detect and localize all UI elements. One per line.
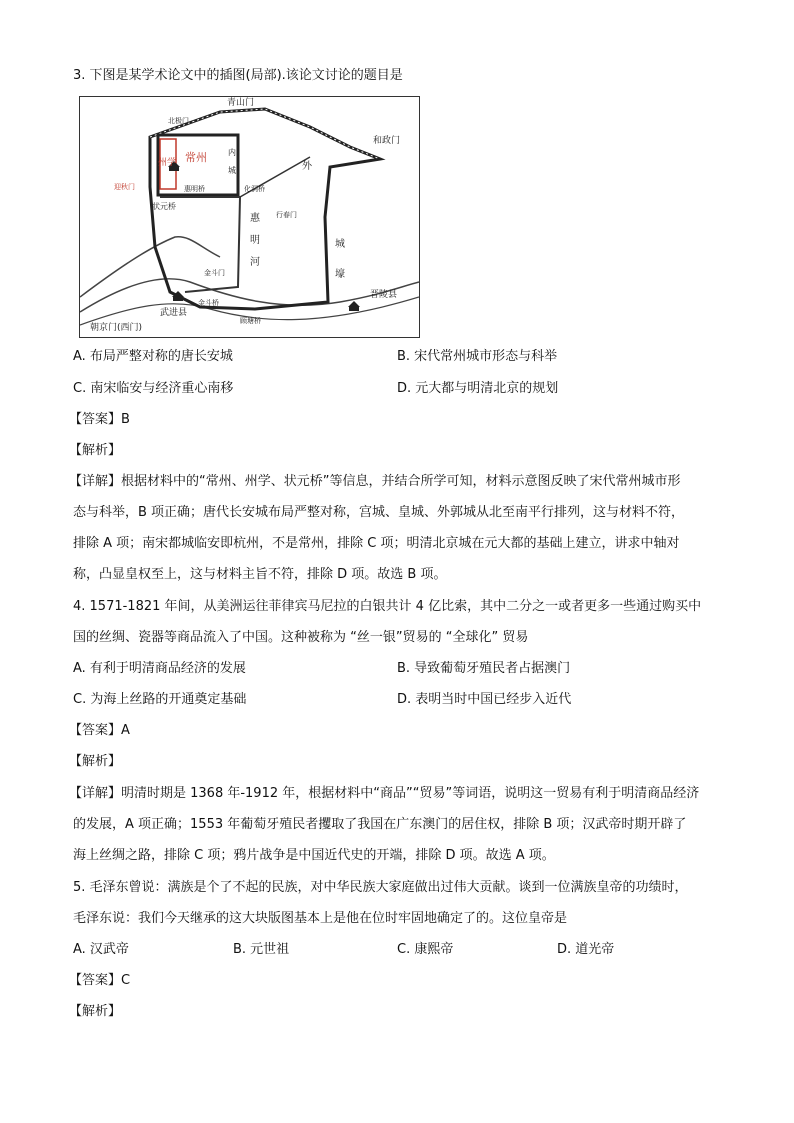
label-huiming: 惠明桥 <box>184 185 205 193</box>
changzhou-city-map <box>80 97 419 337</box>
label-cheng1: 城 <box>228 166 236 175</box>
label-huichun: 行春门 <box>276 211 297 219</box>
q4-answer: 【答案】A <box>69 723 130 738</box>
q4-analysis-label: 【解析】 <box>69 754 122 769</box>
q3-detail-line-2: 态与科举，B 项正确；唐代长安城布局严整对称，宫城、皇城、外郭城从北至南平行排列，这与材料不符， <box>73 505 685 520</box>
q5-option-d: D. 道光帝 <box>557 942 615 957</box>
label-ming: 明 <box>250 235 260 246</box>
outer-city-wall <box>150 109 380 309</box>
q3-answer: 【答案】B <box>69 412 130 427</box>
q4-detail-line-1: 【详解】明清时期是 1368 年-1912 年，根据材料中“商品”“贸易”等词语，说明这一贸易有利于明清商品经济 <box>69 786 700 801</box>
q3-analysis-label: 【解析】 <box>69 443 122 458</box>
q4-stem-line-2: 国的丝绸、瓷器等商品流入了中国。这种被称为 “丝一银”贸易的 “全球化” 贸易 <box>73 630 529 645</box>
q3-option-d: D. 元大都与明清北京的规划 <box>397 381 559 396</box>
q5-stem-line-2: 毛泽东说：我们今天继承的这大块版图基本上是他在位时牢固地确定了的。这位皇帝是 <box>73 911 568 926</box>
q4-option-a: A. 有利于明清商品经济的发展 <box>73 661 246 676</box>
label-hezhengmen: 和政门 <box>373 136 401 146</box>
label-huadong: 化洞桥 <box>244 185 265 193</box>
q4-detail-line-2: 的发展，A 项正确；1553 年葡萄牙殖民者攫取了我国在广东澳门的居住权，排除 B 项；汉武帝时期开辟了 <box>73 817 687 832</box>
q4-detail-line-3: 海上丝绸之路，排除 C 项；鸦片战争是中国近代史的开端，排除 D 项。故选 A 项。 <box>73 848 555 863</box>
label-hao: 壕 <box>335 269 345 280</box>
q5-option-a: A. 汉武帝 <box>73 942 129 957</box>
q3-option-c: C. 南宋临安与经济重心南移 <box>73 381 234 396</box>
label-yingchun: 迎秋门 <box>114 183 135 191</box>
jinling-county-symbol <box>348 301 360 311</box>
label-wai: 外 <box>302 161 312 172</box>
label-hui: 惠 <box>250 213 260 224</box>
label-changzhou: 常州 <box>185 151 207 164</box>
river-south-bank <box>80 279 419 312</box>
q3-detail-line-3: 排除 A 项；南宋都城临安即杭州，不是常州，排除 C 项；明清北京城在元大都的基础上建立，讲求中轴对 <box>73 536 680 551</box>
q4-option-c: C. 为海上丝路的开通奠定基础 <box>73 692 247 707</box>
q5-option-c: C. 康熙帝 <box>397 942 454 957</box>
q3-detail-line-4: 称，凸显皇权至上，这与材料主旨不符，排除 D 项。故选 B 项。 <box>73 567 447 582</box>
label-jinling: 晋陵县 <box>370 290 398 300</box>
q4-stem-line-1: 4. 1571-1821 年间，从美洲运往菲律宾马尼拉的白银共计 4 亿比索，其中二分之一或者更多一些通过购买中 <box>73 599 702 614</box>
label-he: 河 <box>250 257 260 268</box>
q5-stem-line-1: 5. 毛泽东曾说：满族是个了不起的民族，对中华民族大家庭做出过伟大贡献。谈到一位满族皇帝的功绩时， <box>73 880 688 895</box>
q3-detail-line-1: 【详解】根据材料中的“常州、州学、状元桥”等信息，并结合所学可知，材料示意图反映了宋代常州城市形 <box>69 474 681 489</box>
q5-answer: 【答案】C <box>69 973 131 988</box>
q3-stem: 3. 下图是某学术论文中的插图(局部).该论文讨论的题目是 <box>73 68 403 83</box>
q5-option-b: B. 元世祖 <box>233 942 290 957</box>
label-qingshanmen: 青山门 <box>227 98 255 108</box>
label-zhouxue: 州学 <box>158 158 177 168</box>
q3-option-b: B. 宋代常州城市形态与科举 <box>397 349 558 364</box>
label-nei: 内 <box>228 148 236 157</box>
label-jindoumen: 金斗门 <box>204 269 225 277</box>
label-zhuangyuan: 状元桥 <box>152 202 176 211</box>
q4-option-b: B. 导致葡萄牙殖民者占据澳门 <box>397 661 571 676</box>
label-chaojing: 朝京门(西门) <box>90 323 143 333</box>
q5-analysis-label: 【解析】 <box>69 1004 122 1019</box>
river-west-bank <box>80 237 220 297</box>
q3-map-figure <box>79 96 420 338</box>
label-jindouqiao: 金斗桥 <box>198 299 219 307</box>
q4-option-d: D. 表明当时中国已经步入近代 <box>397 692 572 707</box>
q3-option-a: A. 布局严整对称的唐长安城 <box>73 349 233 364</box>
label-beishanmen: 北极门 <box>168 117 189 125</box>
label-cheng2: 城 <box>335 239 345 250</box>
label-lanhui: 顾塘桥 <box>240 317 261 325</box>
label-wujin: 武进县 <box>160 308 188 318</box>
